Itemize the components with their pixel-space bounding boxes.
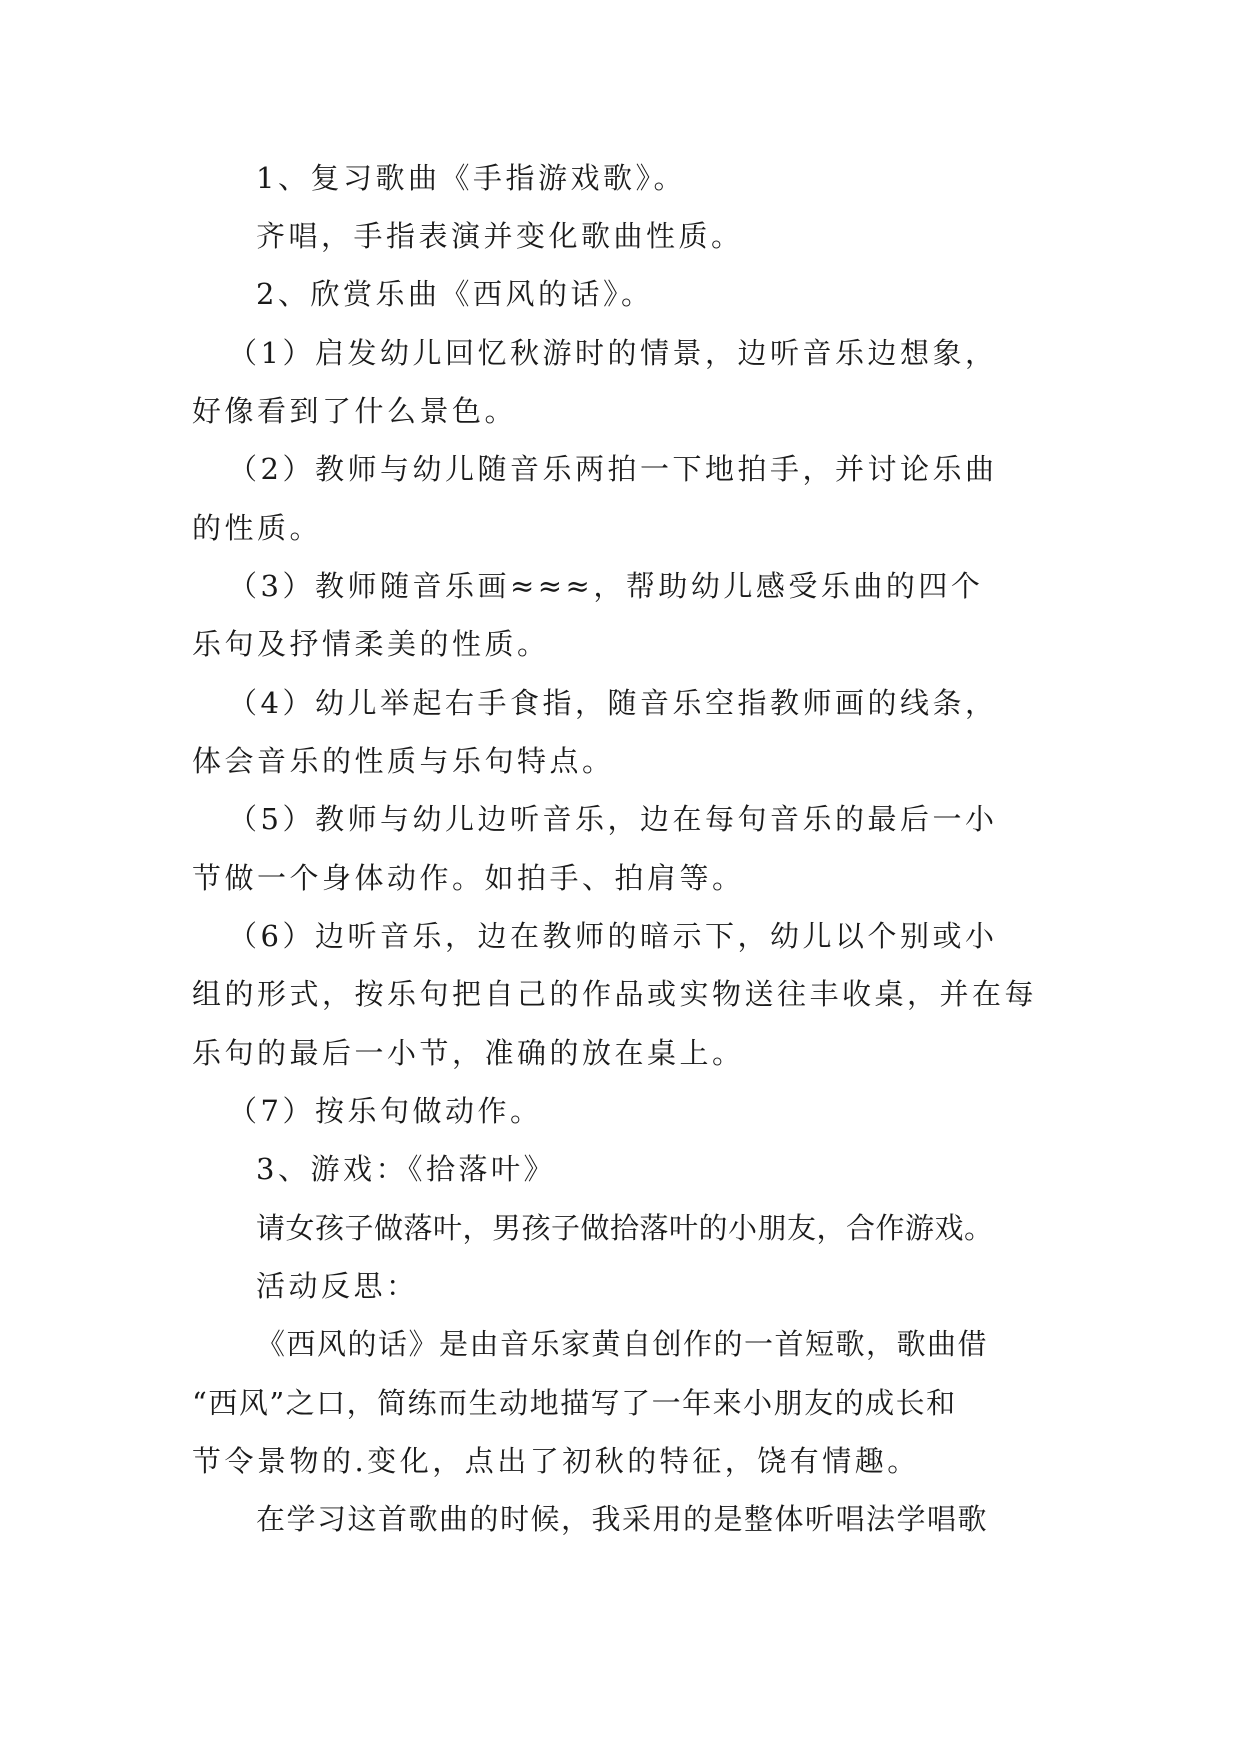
text-line: （5）教师与幼儿边听音乐，边在每句音乐的最后一小	[228, 802, 998, 836]
text-line: 乐句的最后一小节，准确的放在桌上。	[192, 1036, 745, 1070]
text-line: 1、复习歌曲《手指游戏歌》。	[256, 161, 686, 195]
text-line: 请女孩子做落叶，男孩子做拾落叶的小朋友，合作游戏。	[256, 1211, 994, 1245]
text-line: （3）教师随音乐画≈≈≈，帮助幼儿感受乐曲的四个	[228, 569, 984, 603]
text-line: 好像看到了什么景色。	[192, 394, 518, 428]
text-line: 活动反思：	[256, 1269, 419, 1303]
text-line: （7）按乐句做动作。	[228, 1094, 543, 1128]
text-line: 3、游戏：《拾落叶》	[256, 1152, 556, 1186]
text-line: （2）教师与幼儿随音乐两拍一下地拍手，并讨论乐曲	[228, 452, 998, 486]
text-line: 在学习这首歌曲的时候，我采用的是整体听唱法学唱歌	[256, 1502, 989, 1536]
text-line: 乐句及抒情柔美的性质。	[192, 627, 550, 661]
text-line: 节做一个身体动作。如拍手、拍肩等。	[192, 861, 745, 895]
text-line: （6）边听音乐，边在教师的暗示下，幼儿以个别或小	[228, 919, 998, 953]
text-line: （1）启发幼儿回忆秋游时的情景，边听音乐边想象，	[228, 336, 998, 370]
text-line: 节令景物的.变化，点出了初秋的特征，饶有情趣。	[192, 1444, 920, 1478]
text-line: 的性质。	[192, 511, 323, 545]
text-line: 《西风的话》是由音乐家黄自创作的一首短歌，歌曲借	[256, 1327, 989, 1361]
text-line: （4）幼儿举起右手食指，随音乐空指教师画的线条，	[228, 686, 998, 720]
text-line: “西风”之口，简练而生动地描写了一年来小朋友的成长和	[192, 1386, 957, 1420]
text-line: 体会音乐的性质与乐句特点。	[192, 744, 615, 778]
text-line: 组的形式，按乐句把自己的作品或实物送往丰收桌，并在每	[192, 977, 1038, 1011]
text-line: 齐唱，手指表演并变化歌曲性质。	[256, 219, 744, 253]
text-line: 2、欣赏乐曲《西风的话》。	[256, 277, 654, 311]
